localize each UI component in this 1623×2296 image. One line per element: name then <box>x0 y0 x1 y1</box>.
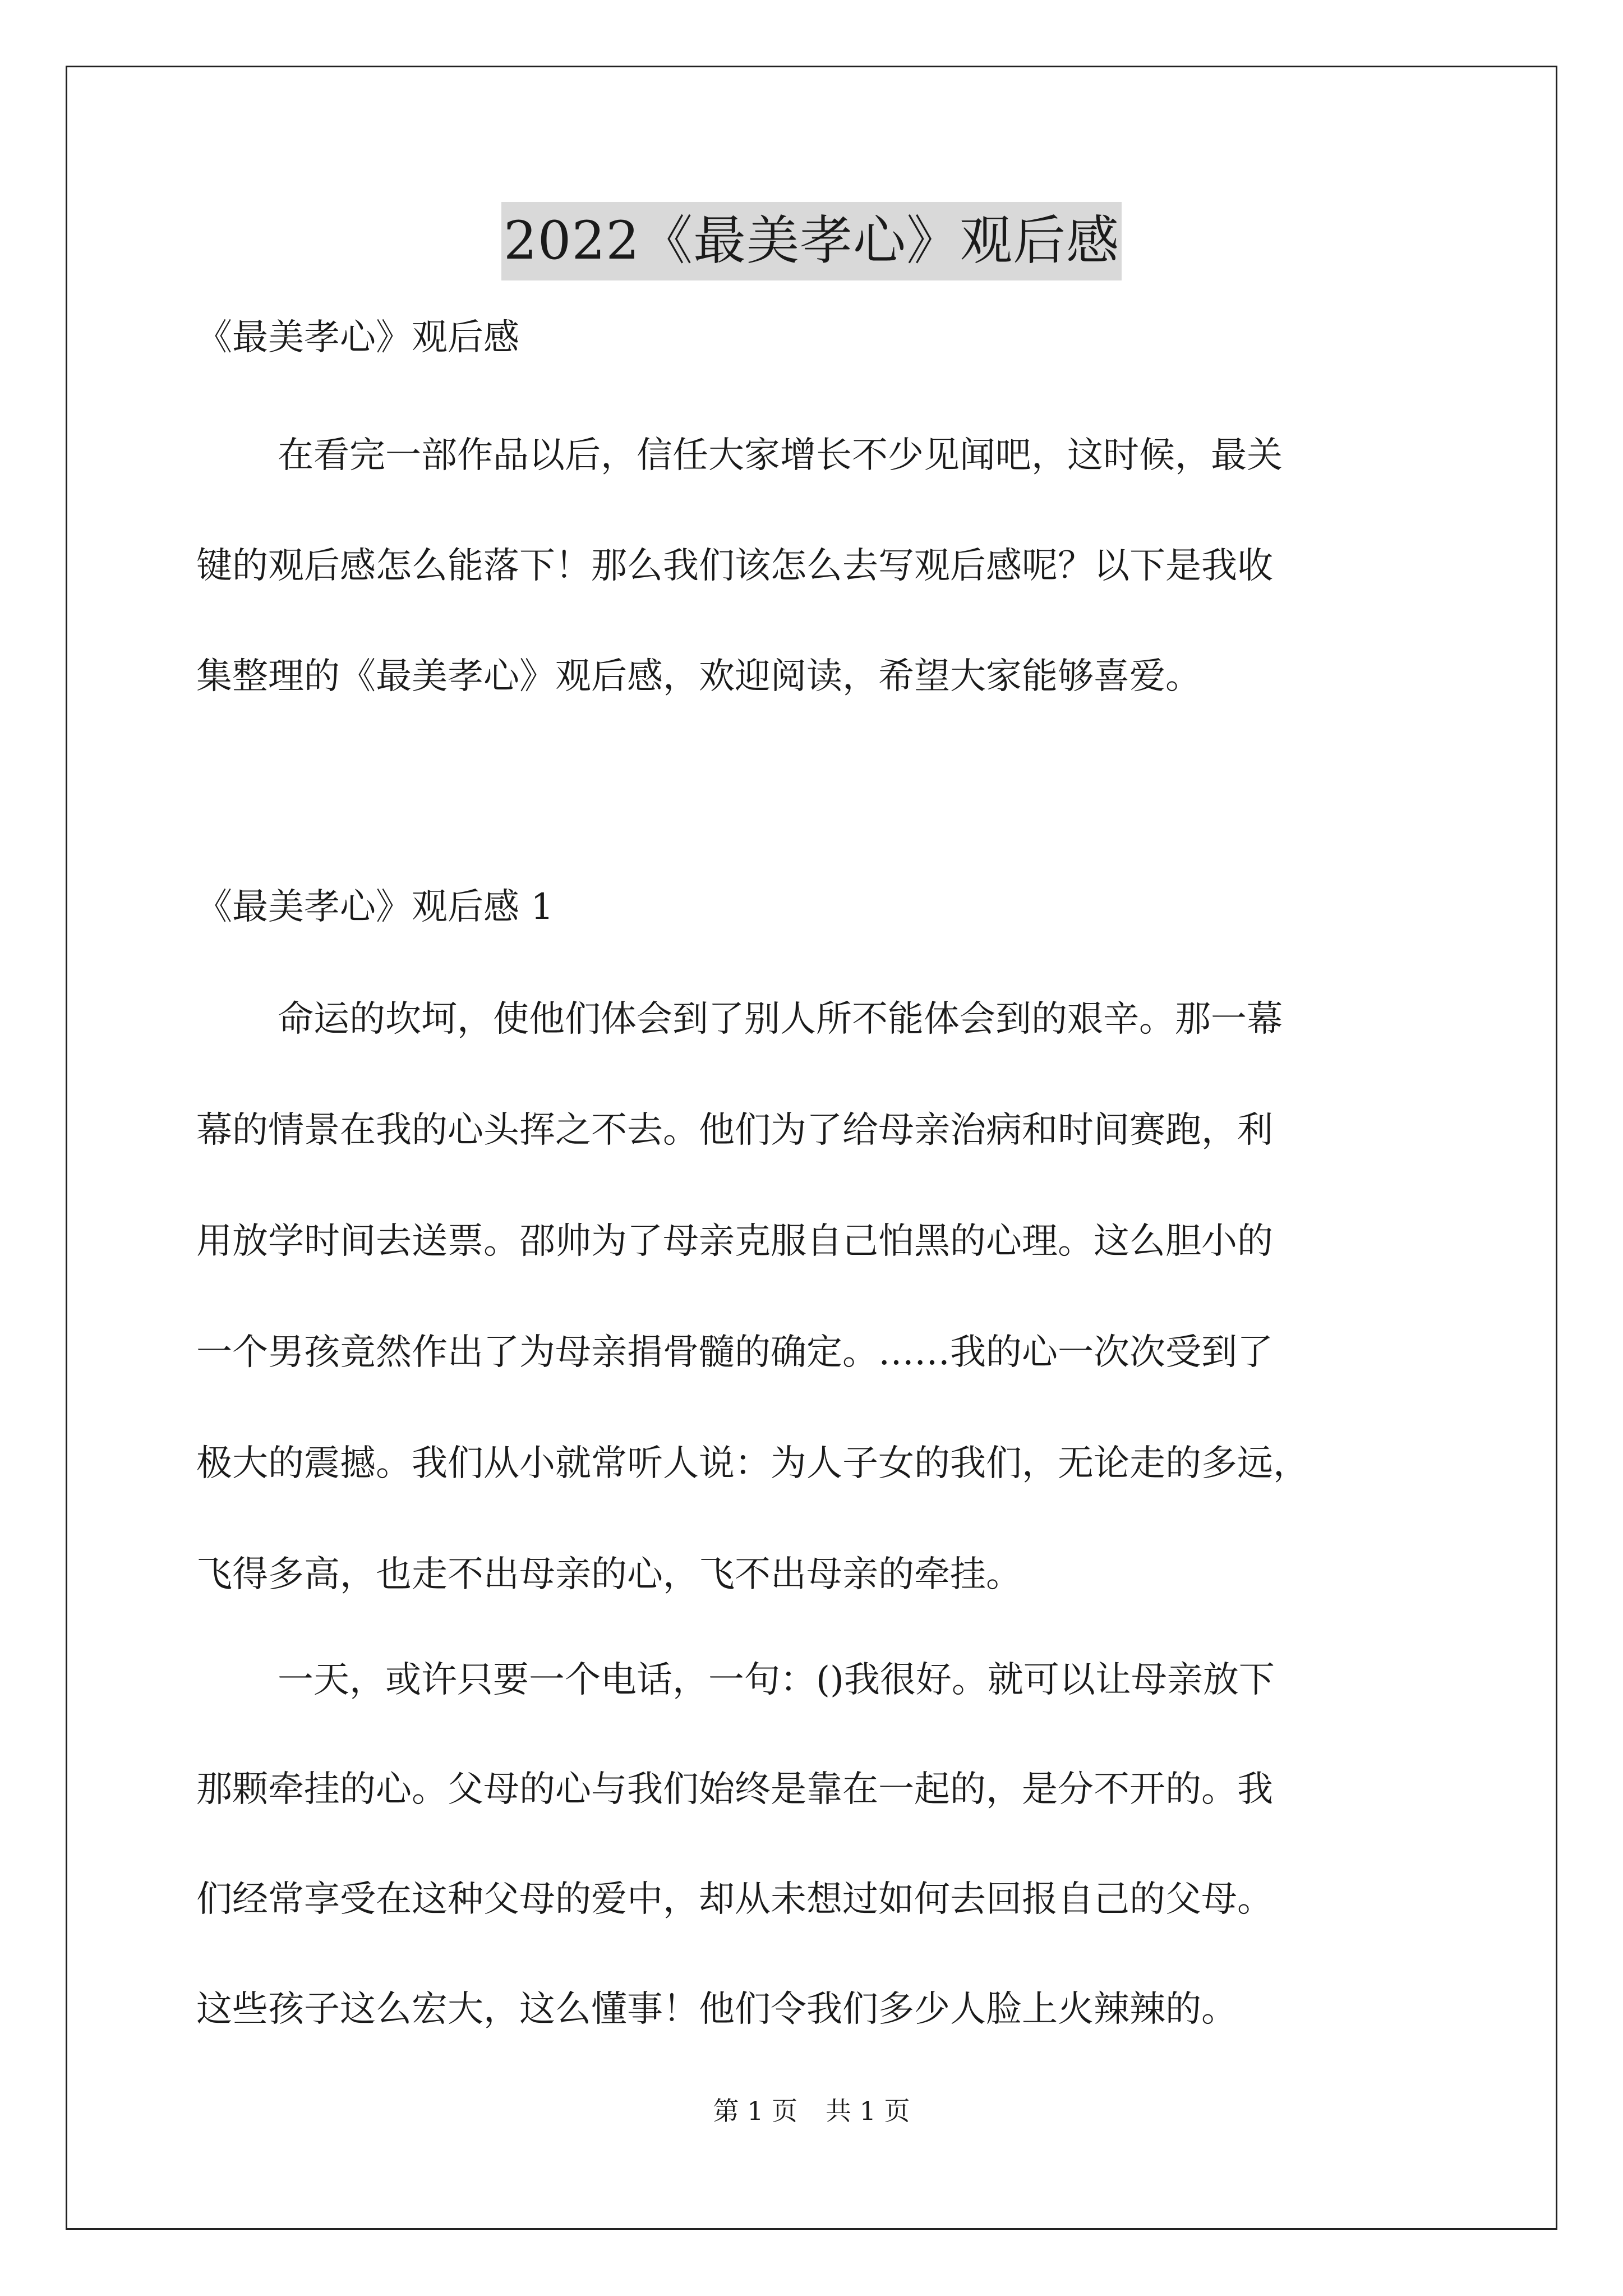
intro-line: 键的观后感怎么能落下！那么我们该怎么去写观后感呢？以下是我收 <box>196 545 1273 587</box>
section-heading: 《最美孝心》观后感 1 <box>196 886 554 928</box>
page-total: 共 1 页 <box>826 2096 910 2126</box>
page-footer <box>0 2094 1623 2128</box>
paragraph-line: 飞得多高，也走不出母亲的心，飞不出母亲的牵挂。 <box>196 1554 1022 1595</box>
paragraph-line: 命运的坎坷，使他们体会到了别人所不能体会到的艰辛。那一幕 <box>278 999 1283 1040</box>
paragraph-line: 们经常享受在这种父母的爱中，却从未想过如何去回报自己的父母。 <box>196 1879 1273 1920</box>
page-number: 第 1 页 <box>713 2096 797 2126</box>
title-container <box>0 202 1623 280</box>
paragraph-line: 这些孩子这么宏大，这么懂事！他们令我们多少人脸上火辣辣的。 <box>196 1989 1237 2030</box>
intro-line: 在看完一部作品以后，信任大家增长不少见闻吧，这时候，最关 <box>278 435 1283 476</box>
paragraph-line: 那颗牵挂的心。父母的心与我们始终是靠在一起的，是分不开的。我 <box>196 1769 1273 1810</box>
paragraph-line: 用放学时间去送票。邵帅为了母亲克服自己怕黑的心理。这么胆小的 <box>196 1221 1273 1262</box>
paragraph-line: 一个男孩竟然作出了为母亲捐骨髓的确定。……我的心一次次受到了 <box>196 1332 1273 1373</box>
intro-line: 集整理的《最美孝心》观后感，欢迎阅读，希望大家能够喜爱。 <box>196 656 1201 697</box>
document-subtitle: 《最美孝心》观后感 <box>196 317 519 358</box>
paragraph-line: 一天，或许只要一个电话，一句：()我很好。就可以让母亲放下 <box>278 1659 1275 1701</box>
document-title: 2022《最美孝心》观后感 <box>501 202 1122 280</box>
paragraph-line: 幕的情景在我的心头挥之不去。他们为了给母亲治病和时间赛跑，利 <box>196 1110 1273 1151</box>
paragraph-line: 极大的震撼。我们从小就常听人说：为人子女的我们，无论走的多远， <box>196 1443 1309 1484</box>
